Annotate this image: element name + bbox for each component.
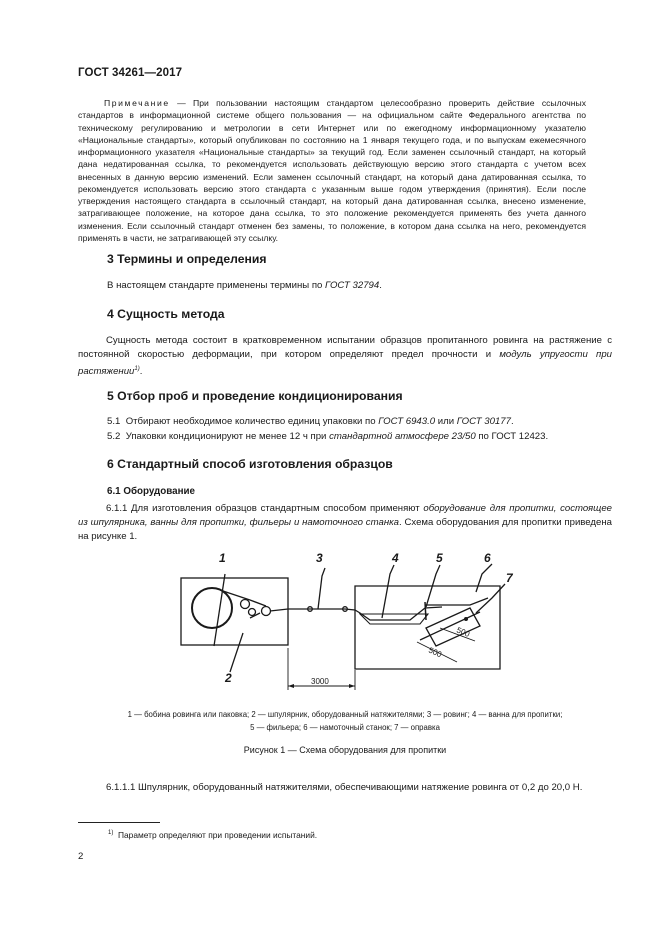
section-4-text: Сущность метода состоит в кратковременном испытании образцов пропитанного ровинга на растяжение с постоянной скоростью деформации, при котором определяют предел прочности и модуль упругости при растяжении$^{1)}$.: [78, 335, 612, 378]
tensioner-roller-1: [241, 600, 250, 609]
bobbin-circle: [192, 588, 232, 628]
footnote-ref: 1): [134, 366, 140, 372]
leader-4: [382, 565, 394, 618]
callout-6: 6: [484, 551, 491, 565]
tensioner-roller-2: [249, 609, 256, 616]
mandrel-center: [464, 617, 468, 621]
callout-3: 3: [316, 551, 323, 565]
dimension-500-a-label: 500: [427, 645, 444, 660]
equipment-term: оборудование для пропитки, состоящее из шпулярника, ванны для пропитки, фильеры и намоточного станка: [78, 503, 612, 528]
callout-4: 4: [392, 551, 399, 565]
impregnation-scheme-diagram: [170, 540, 530, 700]
creel-box: [181, 578, 288, 645]
footnote: $^{1)}$ Параметр определяют при проведении испытаний.: [108, 830, 318, 840]
section-5-heading: 5 Отбор проб и проведение кондиционирования: [107, 389, 403, 403]
clause-6-1-1: 6.1.1 Для изготовления образцов стандартным способом применяют оборудование для пропитки, состоящее из шпулярника, ванны для пропитки, фильеры и намоточного станка. Схема оборудования для пропитки приведена на рисунке 1.: [78, 503, 612, 542]
section-4-heading: 4 Сущность метода: [107, 307, 225, 321]
leader-6: [476, 564, 492, 592]
note-text: — При пользовании настоящим стандартом целесообразно проверить действие ссылочных стандартов в информационной системе общего пользования — на официальном сайте Федерального агентства по техническому регулированию и метрологии в сети Интернет или по ежегодному информационному указателю «Национальные стандарты», который опубликован по состоянию на 1 января текущего года, и по выпускам ежемесячного информационного указателя «Национальные стандарты» за текущий год. Если заменен ссылочный стандарт, на который дана недатированная ссылка, то рекомендуется использовать действующую версию этого стандарта с учетом всех внесенных в данную версию изменений. Если заменен ссылочный стандарт, на который дана датированная ссылка, то рекомендуется использовать версию этого стандарта с указанным выше годом утверждения (принятия). Если после утверждения настоящего стандарта в ссылочный стандарт, на который дана датированная ссылка, внесено изменение, затрагивающее положение, на которое дана ссылка, то это положение рекомендуется применять без учета данного изменения. Если ссылочный стандарт отменен без замены, то положение, в котором дана ссылка на него, рекомендуется применять в части, не затрагивающей эту ссылку.: [78, 98, 586, 243]
legend-line-1: 1 — бобина ровинга или паковка; 2 — шпулярник, оборудованный натяжителями; 3 — ровинг; 4 — ванна для пропитки;: [127, 710, 563, 719]
leader-1: [214, 574, 225, 646]
section-6-heading: 6 Стандартный способ изготовления образцов: [107, 457, 393, 471]
tensile-modulus-term: модуль упругости при растяжении: [78, 349, 612, 378]
leader-3: [318, 568, 325, 609]
leader-2: [230, 633, 243, 672]
clause-5-1: 5.1 Отбирают необходимое количество единиц упаковки по ГОСТ 6943.0 или ГОСТ 30177.: [107, 416, 514, 427]
callout-7: 7: [506, 571, 513, 585]
page-number: 2: [78, 851, 84, 862]
gost-32794-ref: ГОСТ 32794: [325, 280, 380, 291]
callout-5: 5: [436, 551, 443, 565]
callout-1: 1: [219, 551, 226, 565]
dimension-500-b-label: 500: [455, 625, 472, 639]
figure-title: Рисунок 1 — Схема оборудования для пропитки: [243, 745, 447, 755]
legend-line-2: 5 — фильера; 6 — намоточный станок; 7 — оправка: [250, 723, 440, 732]
document-header: ГОСТ 34261—2017: [78, 67, 183, 79]
subsection-6-1-heading: 6.1 Оборудование: [107, 486, 195, 497]
winder-line-2: [425, 598, 488, 605]
reference-note: [78, 97, 586, 244]
figure-legend: [78, 708, 612, 734]
clause-5-2: 5.2 Упаковки кондиционируют не менее 12 ч при стандартной атмосфере 23/50 по ГОСТ 12423.: [107, 431, 549, 442]
footnote-separator: [78, 822, 160, 823]
impregnation-bath: [360, 614, 428, 624]
dimension-3000-label: 3000: [311, 677, 329, 686]
note-label: Примечание: [104, 98, 170, 108]
section-3-heading: 3 Термины и определения: [107, 252, 267, 266]
tensioner-roller-3: [262, 607, 271, 616]
callout-2: 2: [225, 671, 232, 685]
section-3-text: В настоящем стандарте применены термины по ГОСТ 32794.: [107, 280, 382, 291]
clause-6-1-1-1: 6.1.1.1 Шпулярник, оборудованный натяжителями, обеспечивающими натяжение ровинга от 0,2 до 20,0 Н.: [106, 782, 583, 793]
